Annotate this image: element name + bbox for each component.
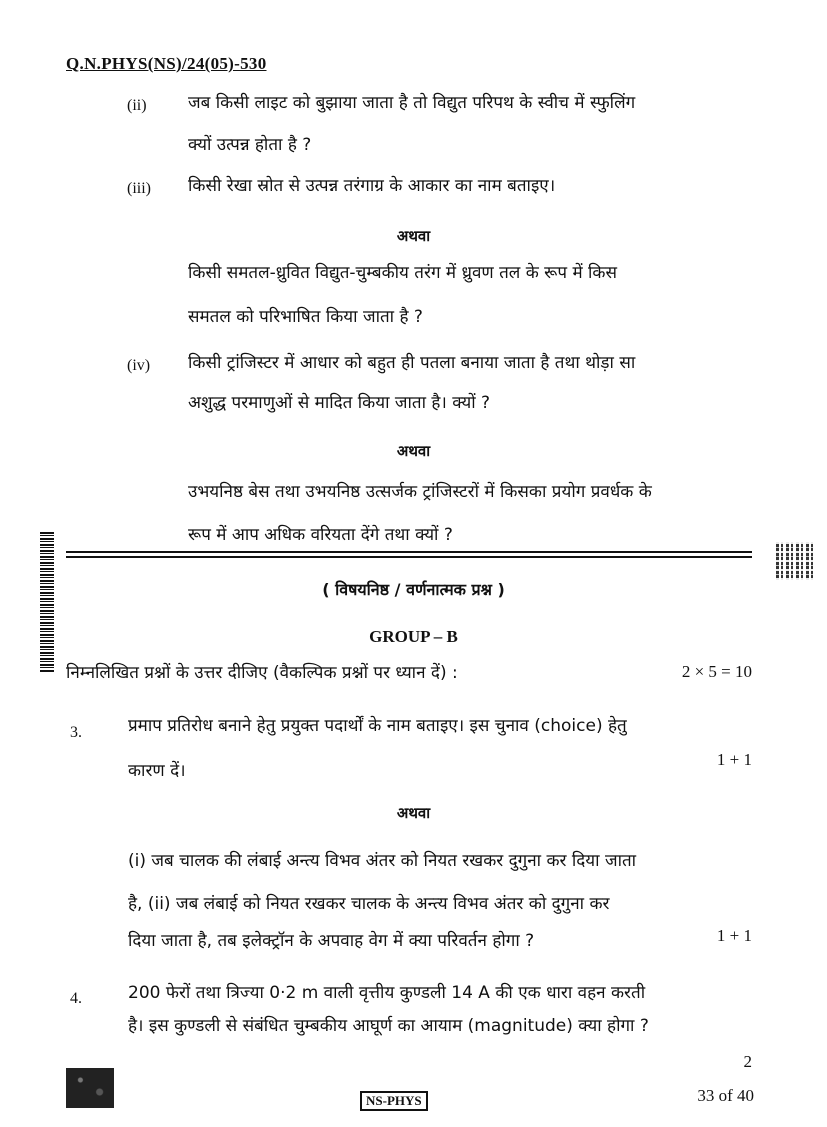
q3-line-2: कारण दें। <box>128 761 186 781</box>
section-title: ( विषयनिष्ठ / वर्णनात्मक प्रश्न ) <box>322 580 505 599</box>
q-iv-line-2: अशुद्ध परमाणुओं से मादित किया जाता है। क्यों ? <box>188 393 491 413</box>
section-instruction: निम्नलिखित प्रश्नों के उत्तर दीजिए (वैकल्पिक प्रश्नों पर ध्यान दें) : <box>66 663 458 683</box>
qr-code <box>776 542 814 580</box>
q-iv-label: (iv) <box>127 357 151 374</box>
q4-line-2: है। इस कुण्डली से संबंधित चुम्बकीय आघूर्ण का आयाम (magnitude) क्या होगा ? <box>128 1016 649 1036</box>
section-divider-top <box>66 551 752 553</box>
q-iv-alt-line-1: उभयनिष्ठ बेस तथा उभयनिष्ठ उत्सर्जक ट्रांजिस्टरों में किसका प्रयोग प्रवर्धक के <box>188 482 652 502</box>
q3-number: 3. <box>70 724 82 741</box>
q-iii-alt-line-1: किसी समतल-ध्रुवित विद्युत-चुम्बकीय तरंग में ध्रुवण तल के रूप में किस <box>188 263 617 283</box>
section-marks: 2 × 5 = 10 <box>681 662 752 681</box>
q3-alt-line-2: है, (ii) जब लंबाई को नियत रखकर चालक के अन्त्य विभव अंतर को दुगुना कर <box>128 894 610 914</box>
q-iv-line-1: किसी ट्रांजिस्टर में आधार को बहुत ही पतला बनाया जाता है तथा थोड़ा सा <box>188 353 636 373</box>
page-marker: 2 <box>743 1052 752 1071</box>
question-paper-code: Q.N.PHYS(NS)/24(05)-530 <box>66 54 267 73</box>
q3-line-1: प्रमाप प्रतिरोध बनाने हेतु प्रयुक्त पदार्थों के नाम बताइए। इस चुनाव (choice) हेतु <box>128 716 627 736</box>
page-count: 33 of 40 <box>697 1086 754 1105</box>
q-ii-line-2: क्यों उत्पन्न होता है ? <box>188 135 312 155</box>
q-iii-or: अथवा <box>396 227 431 245</box>
q-iii-alt-line-2: समतल को परिभाषित किया जाता है ? <box>188 307 423 327</box>
q4-line-1: 200 फेरों तथा त्रिज्या 0·2 m वाली वृत्तीय कुण्डली 14 A की एक धारा वहन करती <box>128 983 646 1003</box>
q3-alt-marks: 1 + 1 <box>716 926 752 945</box>
section-divider-bottom <box>66 556 752 558</box>
q3-alt-line-1: (i) जब चालक की लंबाई अन्त्य विभव अंतर को नियत रखकर दुगुना कर दिया जाता <box>128 851 637 871</box>
barcode-strip <box>40 532 54 672</box>
q-iii-line-1: किसी रेखा स्रोत से उत्पन्न तरंगाग्र के आकार का नाम बताइए। <box>188 176 556 196</box>
q3-marks: 1 + 1 <box>716 750 752 769</box>
q-iv-or: अथवा <box>396 442 431 460</box>
q-iii-label: (iii) <box>127 180 151 197</box>
q-iv-alt-line-2: रूप में आप अधिक वरियता देंगे तथा क्यों ? <box>188 525 453 545</box>
q3-or: अथवा <box>396 804 431 822</box>
stamp-mark <box>66 1068 114 1108</box>
q4-number: 4. <box>70 990 82 1007</box>
subject-code-box: NS-PHYS <box>360 1091 428 1111</box>
group-heading: GROUP – B <box>369 627 458 646</box>
q3-alt-line-3: दिया जाता है, तब इलेक्ट्रॉन के अपवाह वेग में क्या परिवर्तन होगा ? <box>128 931 535 951</box>
q-ii-line-1: जब किसी लाइट को बुझाया जाता है तो विद्युत परिपथ के स्वीच में स्फुलिंग <box>188 93 636 113</box>
q-ii-label: (ii) <box>127 97 147 114</box>
